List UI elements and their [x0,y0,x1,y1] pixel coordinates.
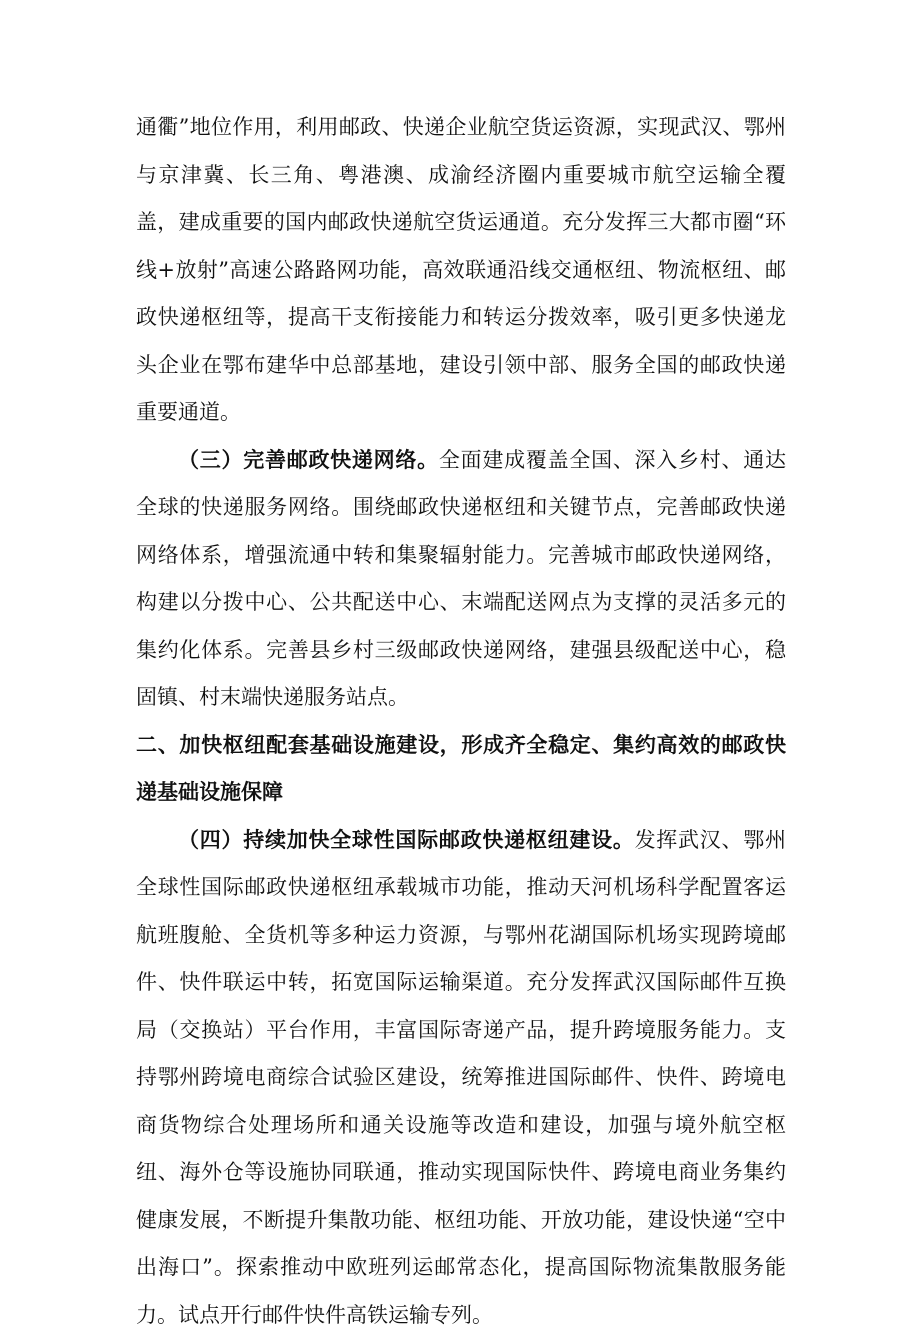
paragraph-subsection-3 [136,437,786,722]
subsection-3-body: 全面建成覆盖全国、深入乡村、通达全球的快递服务网络。围绕邮政快递枢纽和关键节点，完善邮政快递网络体系，增强流通中转和集聚辐射能力。完善城市邮政快递网络，构建以分拨中心、公共配送中心、末端配送网点为支撑的灵活多元的集约化体系。完善县乡村三级邮政快递网络，建强县级配送中心，稳固镇、村末端快递服务站点。 [136,448,786,710]
subsection-4-body: 发挥武汉、鄂州全球性国际邮政快递枢纽承载城市功能，推动天河机场科学配置客运航班腹舱、全货机等多种运力资源，与鄂州花湖国际机场实现跨境邮件、快件联运中转，拓宽国际运输渠道。充分发挥武汉国际邮件互换局（交换站）平台作用，丰富国际寄递产品，提升跨境服务能力。支持鄂州跨境电商综合试验区建设，统筹推进国际邮件、快件、跨境电商货物综合处理场所和通关设施等改造和建设，加强与境外航空枢纽、海外仓等设施协同联通，推动实现国际快件、跨境电商业务集约健康发展，不断提升集散功能、枢纽功能、开放功能，建设快递“空中出海口”。探索推动中欧班列运邮常态化，提高国际物流集散服务能力。试点开行邮件快件高铁运输专列。 [136,828,786,1327]
subsection-4-heading: （四）持续加快全球性国际邮政快递枢纽建设。 [178,828,635,852]
document-body [136,104,786,1339]
paragraph-continued: 通衢”地位作用，利用邮政、快递企业航空货运资源，实现武汉、鄂州与京津冀、长三角、粤港澳、成渝经济圈内重要城市航空运输全覆盖，建成重要的国内邮政快递航空货运通道。充分发挥三大都市圈“环线+放射”高速公路路网功能，高效联通沿线交通枢纽、物流枢纽、邮政快递枢纽等，提高干支衔接能力和转运分拨效率，吸引更多快递龙头企业在鄂布建华中总部基地，建设引领中部、服务全国的邮政快递重要通道。 [136,104,786,437]
subsection-3-heading: （三）完善邮政快递网络。 [178,448,439,472]
section-2-heading: 二、加快枢纽配套基础设施建设，形成齐全稳定、集约高效的邮政快递基础设施保障 [136,722,786,817]
paragraph-subsection-4 [136,817,786,1339]
